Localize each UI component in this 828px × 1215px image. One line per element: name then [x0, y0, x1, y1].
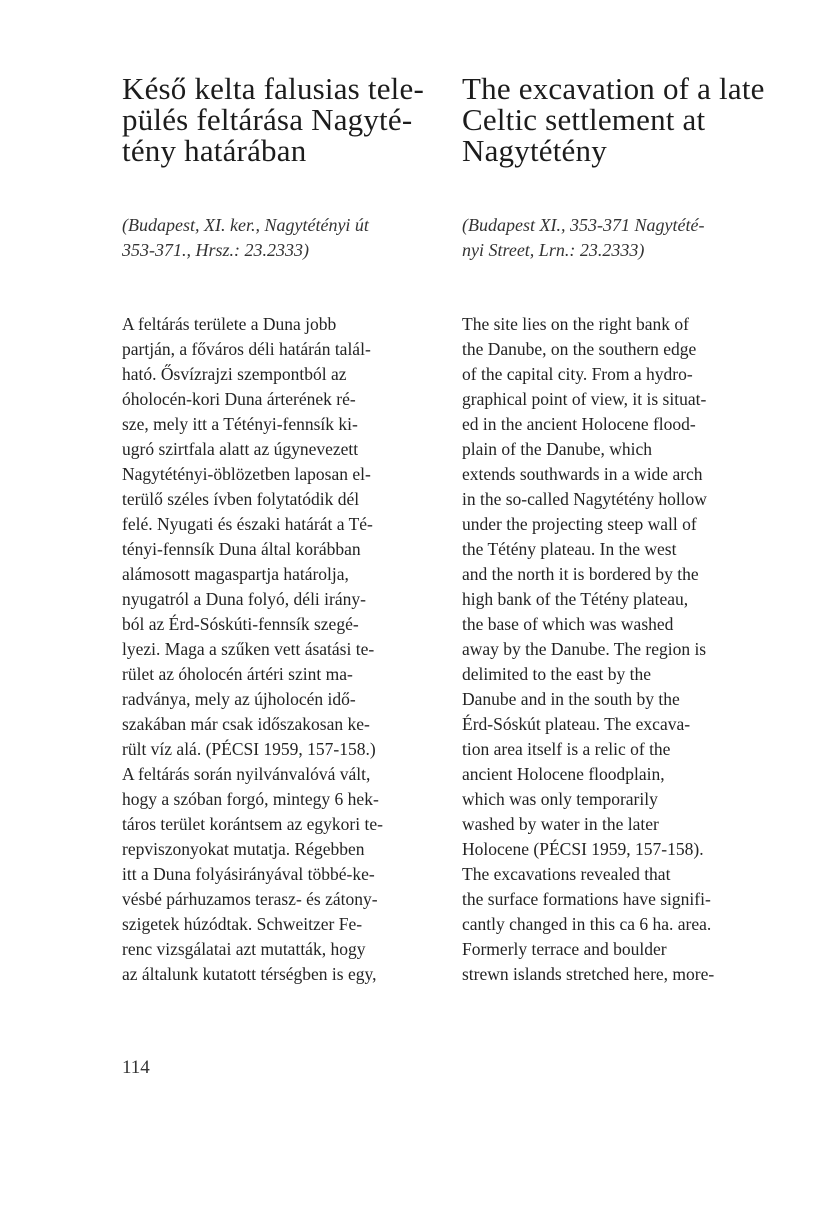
english-title: The excavation of a late Celtic settlement at Nagytétény	[462, 71, 765, 168]
page-number: 114	[122, 1057, 150, 1078]
hungarian-title: Késő kelta falusias tele- pülés feltárása Nagyté- tény határában	[122, 71, 424, 168]
hungarian-subtitle: (Budapest, XI. ker., Nagytétényi út 353-371., Hrsz.: 23.2333)	[122, 215, 369, 260]
english-subtitle: (Budapest XI., 353-371 Nagytété- nyi Street, Lrn.: 23.2333)	[462, 215, 705, 260]
english-body-text: The site lies on the right bank of the Danube, on the southern edge of the capital city. From a hydro- graphical point of view, it is situat- ed in the ancient Holocene flood- plain of the Danube, which extends southwards in a wide arch in the so-called Nagytétény hollow under the projecting steep wall of the Tétény plateau. In the west and the north it is bordered by the high bank of the Tétény plateau, the base of which was washed away by the Danube. The region is delimited to the east by the Danube and in the south by the Érd-Sóskút plateau. The excava- tion area itself is a relic of the ancient Holocene floodplain, which was only temporarily washed by water in the later Holocene (PÉCSI 1959, 157-158). The excavations revealed that the surface formations have signifi- cantly changed in this ca 6 ha. area. Formerly terrace and boulder strewn islands stretched here, more-	[462, 314, 715, 984]
hungarian-body-text: A feltárás területe a Duna jobb partján, a főváros déli határán talál- ható. Ősvízrajzi szempontból az óholocén-kori Duna árterének ré- sze, mely itt a Tétényi-fennsík ki- ugró szirtfala alatt az úgynevezett Nagytétényi-öblözetben laposan el- terülő széles ívben folytatódik dél felé. Nyugati és északi határát a Té- tényi-fennsík Duna által korábban alámosott magaspartja határolja, nyugatról a Duna folyó, déli irány- ból az Érd-Sóskúti-fennsík szegé- lyezi. Maga a szűken vett ásatási te- rület az óholocén ártéri szint ma- radványa, mely az újholocén idő- szakában már csak időszakosan ke- rült víz alá. (PÉCSI 1959, 157-158.) A feltárás során nyilvánvalóvá vált, hogy a szóban forgó, mintegy 6 hek- táros terület korántsem az egykori te- repviszonyokat mutatja. Régebben itt a Duna folyásirányával többé-ke- vésbé párhuzamos terasz- és zátony- szigetek húzódtak. Schweitzer Fe- renc vizsgálatai azt mutatták, hogy az általunk kutatott térségben is egy,	[122, 314, 383, 984]
